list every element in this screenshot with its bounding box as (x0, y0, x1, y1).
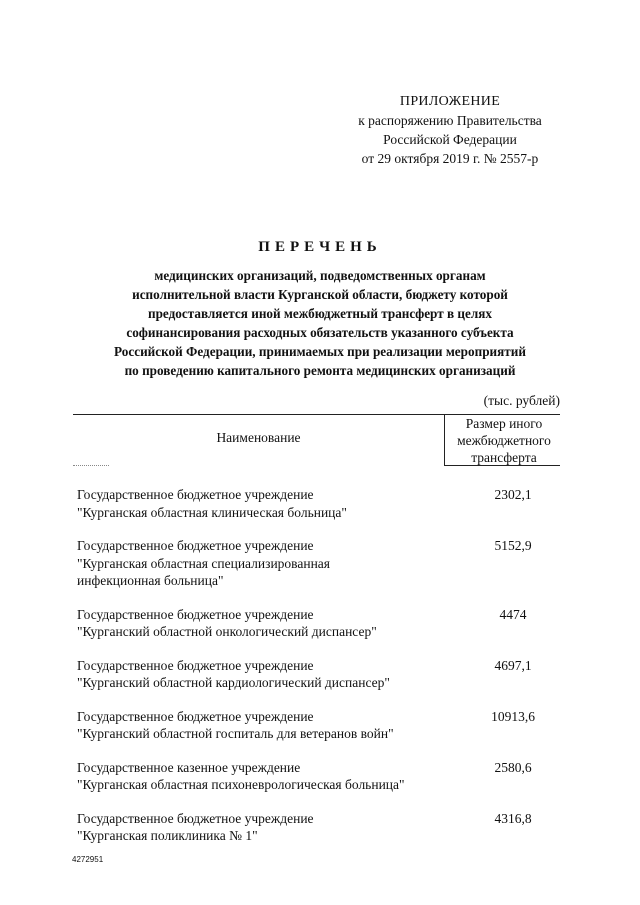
row-name-line: "Курганский областной онкологический диспансер" (77, 624, 377, 639)
table-row (77, 537, 567, 590)
subtitle-line: по проведению капитального ремонта медицинских организаций (124, 363, 516, 378)
row-name-line: инфекционная больница" (77, 573, 224, 588)
column-header-size-line: трансферта (471, 450, 537, 465)
row-name-line: "Курганский областной кардиологический диспансер" (77, 675, 390, 690)
table-header-rule-stub (73, 465, 109, 466)
row-name-line: Государственное бюджетное учреждение (77, 538, 314, 553)
row-name-line: "Курганский областной госпиталь для ветеранов войн" (77, 726, 394, 741)
column-header-size-line: межбюджетного (457, 433, 551, 448)
appendix-line-3: от 29 октября 2019 г. № 2557-р (361, 151, 539, 166)
appendix-block (330, 92, 570, 168)
row-name-line: Государственное бюджетное учреждение (77, 708, 314, 724)
appendix-line-1: к распоряжению Правительства (358, 113, 542, 128)
row-value: 4697,1 (494, 657, 532, 673)
table-row (77, 486, 567, 521)
row-name (77, 759, 467, 794)
subtitle-line: софинансирования расходных обязательств указанного субъекта (126, 325, 514, 340)
row-name-line: Государственное бюджетное учреждение (77, 606, 314, 622)
row-name-line: Государственное бюджетное учреждение (77, 487, 314, 502)
subtitle-line: Российской Федерации, принимаемых при реализации мероприятий (114, 344, 526, 359)
appendix-line-2: Российской Федерации (383, 132, 517, 147)
table-row (77, 810, 567, 845)
table-row (77, 606, 567, 641)
row-name (77, 606, 467, 641)
table-body (77, 486, 567, 861)
row-name-line: Государственное казенное учреждение (77, 759, 301, 775)
row-name-line: "Курганская областная клиническая больница" (77, 504, 347, 520)
table-row (77, 708, 567, 743)
appendix-heading: ПРИЛОЖЕНИЕ (399, 94, 501, 109)
row-value: 2580,6 (494, 759, 532, 775)
document-subtitle (70, 266, 570, 380)
row-value: 2302,1 (494, 487, 532, 502)
row-name (77, 810, 467, 845)
document-code: 4272951 (72, 855, 104, 864)
column-header-size-line: Размер иного (465, 416, 543, 431)
row-name-line: Государственное бюджетное учреждение (77, 657, 314, 673)
subtitle-line: предоставляется иной межбюджетный трансферт в целях (148, 306, 492, 321)
row-name (77, 708, 467, 743)
row-name-line: "Курганская областная специализированная (77, 555, 331, 571)
row-name-line: "Курганская поликлиника № 1" (77, 828, 258, 843)
subtitle-line: медицинских организаций, подведомственных органам (154, 268, 486, 283)
subtitle-line: исполнительной власти Курганской области, бюджету которой (132, 287, 508, 302)
table-row (77, 657, 567, 692)
row-value: 10913,6 (491, 708, 535, 724)
row-name (77, 537, 467, 590)
row-value: 4474 (499, 606, 527, 622)
row-value: 4316,8 (494, 810, 532, 826)
table-row (77, 759, 567, 794)
row-name-line: Государственное бюджетное учреждение (77, 810, 314, 826)
column-header-name: Наименование (216, 430, 301, 445)
document-title: ПЕРЕЧЕНЬ (258, 239, 382, 255)
row-value: 5152,9 (494, 538, 532, 553)
row-name (77, 657, 467, 692)
row-name-line: "Курганская областная психоневрологическая больница" (77, 777, 405, 792)
row-name (77, 486, 467, 521)
column-header-size (444, 415, 564, 466)
units-label: (тыс. рублей) (483, 393, 560, 408)
